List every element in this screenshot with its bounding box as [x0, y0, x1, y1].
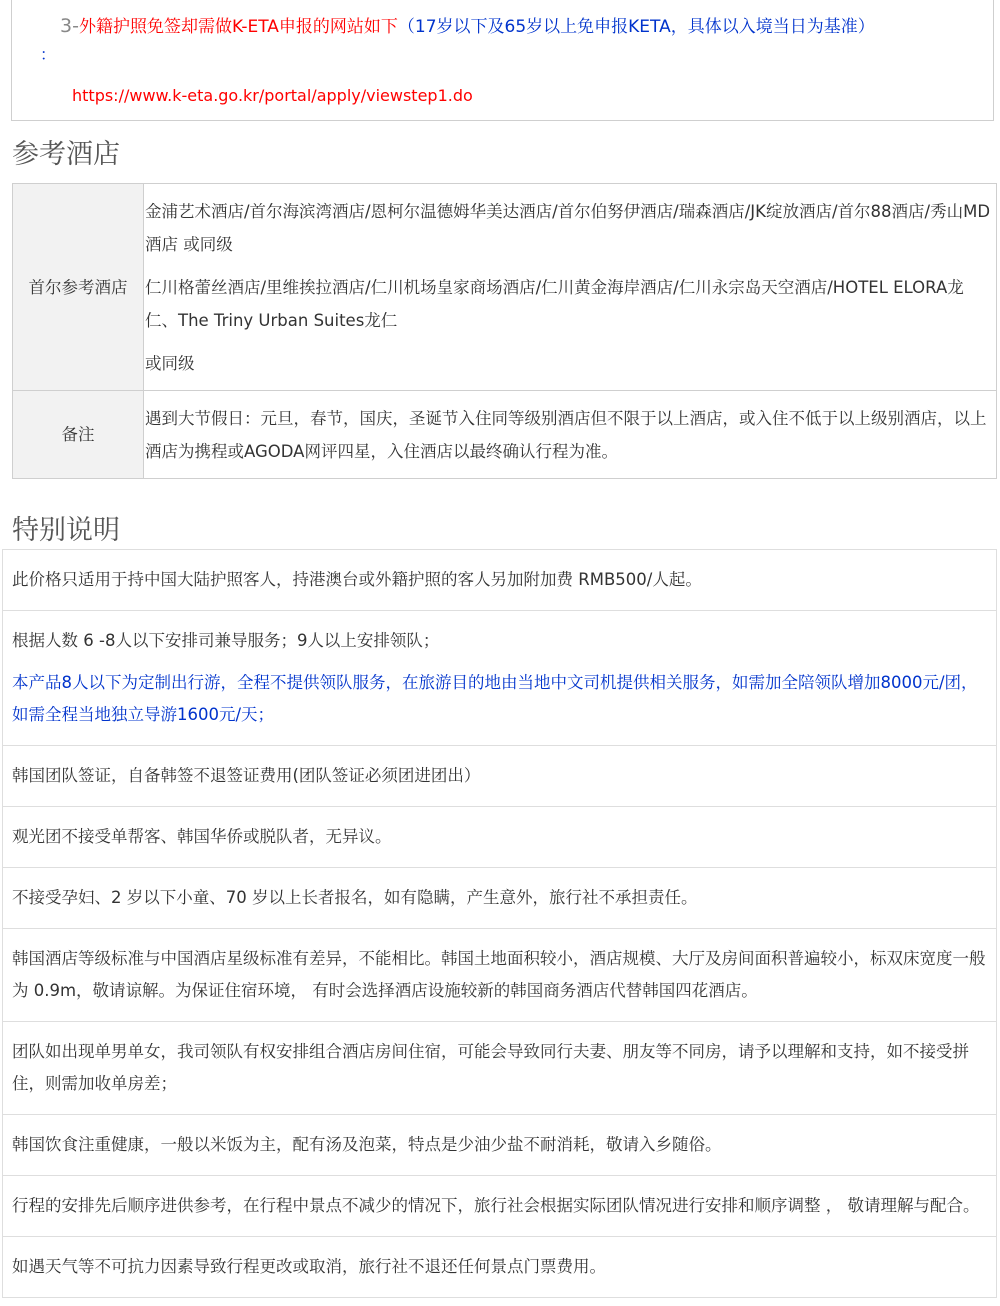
list-item	[3, 746, 996, 807]
hotel-list-incheon: 仁川格蕾丝酒店/里维挨拉酒店/仁川机场皇家商场酒店/仁川黄金海岸酒店/仁川永宗岛天空酒店/HOTEL ELORA龙仁、The Triny Urban Suites龙仁	[145, 277, 964, 330]
list-item	[3, 807, 996, 868]
note-text: 此价格只适用于持中国大陆护照客人，持港澳台或外籍护照的客人另加附加费 RMB500/人起。	[12, 570, 702, 589]
keta-url-link[interactable]: https://www.k-eta.go.kr/portal/apply/viewstep1.do	[72, 86, 473, 105]
list-item	[3, 1176, 996, 1237]
list-item	[3, 868, 996, 929]
keta-heading	[60, 14, 875, 39]
hotel-row-label: 备注	[13, 391, 144, 479]
list-item	[3, 1237, 996, 1297]
keta-info-box	[11, 0, 994, 121]
note-text: 不接受孕妇、2 岁以下小童、70 岁以上长者报名，如有隐瞒，产生意外，旅行社不承担责任。	[12, 888, 698, 907]
hotel-list-seoul: 金浦艺术酒店/首尔海滨湾酒店/恩柯尔温德姆华美达酒店/首尔伯努伊酒店/瑞森酒店/JK绽放酒店/首尔88酒店/秀山MD酒店 或同级	[145, 201, 991, 254]
hotel-remark-text: 遇到大节假日：元旦，春节，国庆，圣诞节入住同等级别酒店但不限于以上酒店，或入住不低于以上级别酒店，以上酒店为携程或AGODA网评四星，入住酒店以最终确认行程为准。	[145, 408, 987, 461]
hotel-row-label: 首尔参考酒店	[13, 184, 144, 391]
note-guide-text: 根据人数 6 -8人以下安排司兼导服务；9人以上安排领队；	[12, 631, 440, 650]
note-guide-custom-text: 本产品8人以下为定制出行游，全程不提供领队服务，在旅游目的地由当地中文司机提供相关服务，如需加全陪领队增加8000元/团，如需全程当地独立导游1600元/天；	[12, 673, 978, 724]
hotel-list-equivalent: 或同级	[145, 353, 195, 373]
notes-section-title: 特别说明	[12, 515, 120, 546]
keta-colon: ：	[40, 45, 57, 64]
keta-red-text: 外籍护照免签却需做K-ETA申报的网站如下	[78, 17, 398, 37]
note-text: 团队如出现单男单女，我司领队有权安排组合酒店房间住宿，可能会导致同行夫妻、朋友等不同房，请予以理解和支持，如不接受拼住，则需加收单房差；	[12, 1042, 969, 1093]
list-item	[3, 1022, 996, 1115]
note-text: 韩国酒店等级标准与中国酒店星级标准有差异，不能相比。韩国土地面积较小，酒店规模、大厅及房间面积普遍较小，标双床宽度一般为 0.9m，敬请谅解。为保证住宿环境， 有时会选择酒店设施较新的韩国商务酒店代替韩国四花酒店。	[12, 949, 986, 1000]
notes-list	[2, 549, 997, 1298]
hotels-section-title: 参考酒店	[12, 139, 120, 170]
list-item	[3, 550, 996, 611]
note-text: 韩国饮食注重健康，一般以米饭为主，配有汤及泡菜，特点是少油少盐不耐消耗，敬请入乡随俗。	[12, 1135, 722, 1154]
hotel-table	[12, 183, 997, 479]
hotel-row-content	[144, 184, 997, 391]
hotel-row-content	[144, 391, 997, 479]
list-item	[3, 611, 996, 746]
list-item	[3, 1115, 996, 1176]
table-row	[13, 184, 997, 391]
note-text: 行程的安排先后顺序进供参考，在行程中景点不减少的情况下，旅行社会根据实际团队情况进行安排和顺序调整 ， 敬请理解与配合。	[12, 1196, 980, 1215]
keta-age-note: （17岁以下及65岁以上免申报KETA，具体以入境当日为基准）	[397, 17, 875, 37]
note-text: 如遇天气等不可抗力因素导致行程更改或取消，旅行社不退还任何景点门票费用。	[12, 1257, 606, 1276]
keta-number: 3-	[60, 15, 79, 37]
table-row	[13, 391, 997, 479]
note-text: 韩国团队签证，自备韩签不退签证费用(团队签证必须团进团出）	[12, 766, 481, 785]
note-text: 观光团不接受单帮客、韩国华侨或脱队者，无异议。	[12, 827, 392, 846]
list-item	[3, 929, 996, 1022]
